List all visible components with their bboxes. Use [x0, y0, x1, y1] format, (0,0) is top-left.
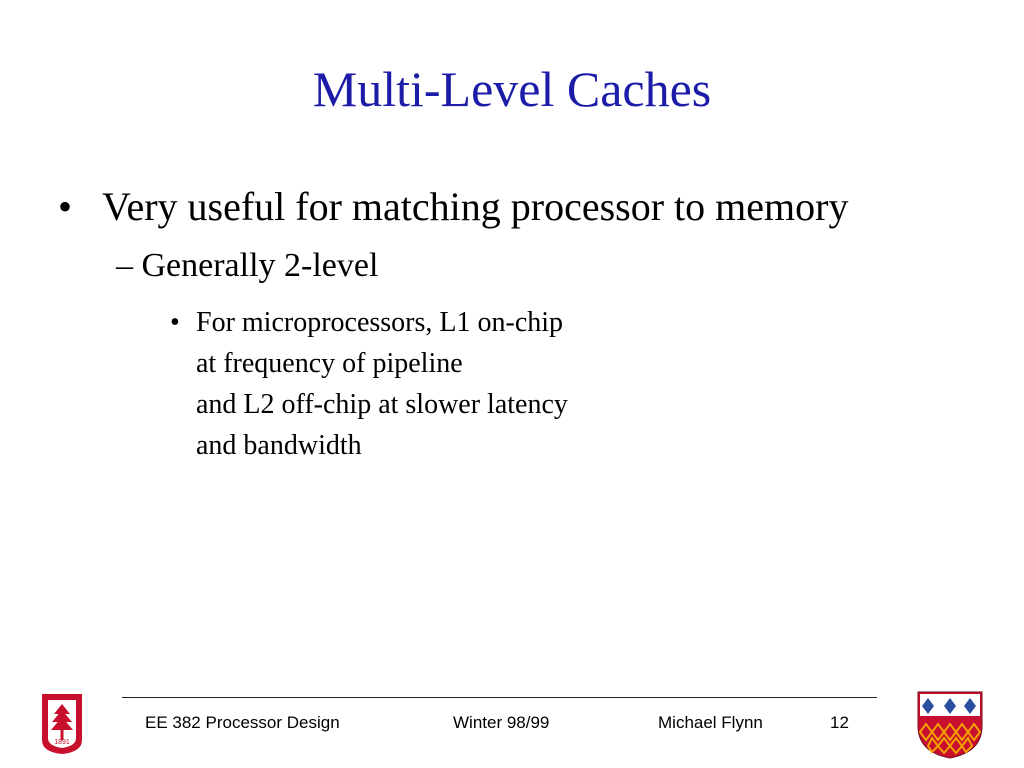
bullet-lines	[196, 302, 568, 466]
footer-divider	[122, 697, 877, 698]
bullet-line: and bandwidth	[196, 430, 362, 461]
slide-title: Multi-Level Caches	[312, 61, 712, 117]
bullet-marker: •	[58, 184, 73, 229]
bullet-line: at frequency of pipeline	[196, 348, 463, 379]
stanford-tree-seal-icon	[38, 690, 86, 756]
bullet-text: Very useful for matching processor to memory	[102, 184, 849, 229]
bullet-line: and L2 off-chip at slower latency	[196, 389, 568, 420]
footer-author: Michael Flynn	[658, 713, 763, 732]
bullet-marker: •	[170, 307, 180, 338]
footer-term: Winter 98/99	[453, 713, 550, 732]
bullet-level-2: – Generally 2-level	[116, 247, 379, 284]
seal-year-label: 1891	[54, 739, 70, 746]
footer-page-number: 12	[830, 713, 849, 732]
bullet-line: For microprocessors, L1 on-chip	[196, 307, 564, 338]
footer-course: EE 382 Processor Design	[145, 713, 340, 732]
university-shield-icon	[916, 690, 984, 760]
